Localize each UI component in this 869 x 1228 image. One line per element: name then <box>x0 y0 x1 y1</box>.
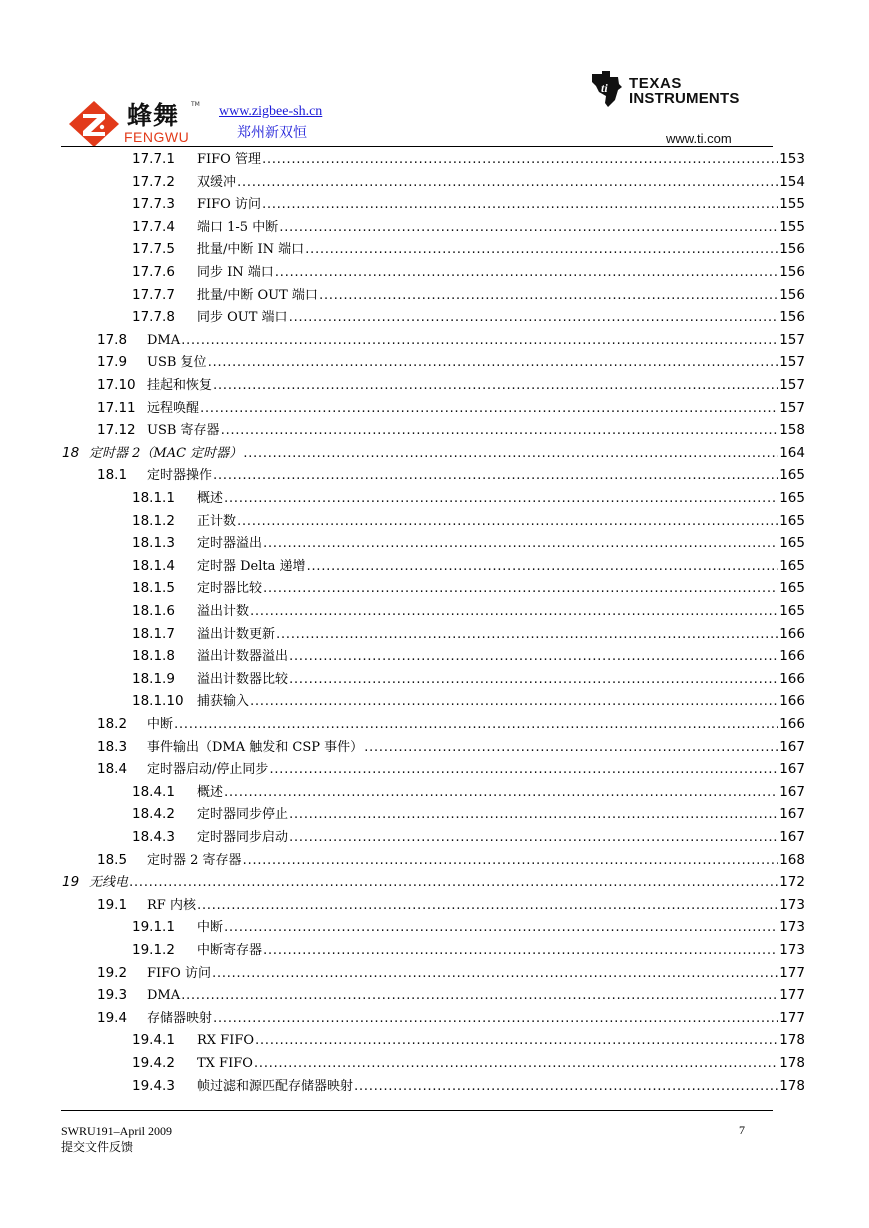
toc-entry-page: 156 <box>779 264 805 280</box>
toc-entry[interactable] <box>132 691 805 711</box>
toc-entry[interactable] <box>132 511 805 531</box>
toc-entry-title: 同步 OUT 端口 <box>197 310 288 326</box>
toc-entry[interactable] <box>132 488 805 508</box>
toc-entry[interactable] <box>132 194 805 214</box>
toc-entry-number: 18.2 <box>97 716 128 732</box>
toc-entry[interactable] <box>97 714 805 734</box>
toc-dot-leader <box>289 646 778 666</box>
toc-entry-title: 批量/中断 OUT 端口 <box>197 287 318 303</box>
toc-entry-page: 166 <box>779 716 805 732</box>
toc-dot-leader <box>279 217 778 237</box>
toc-dot-leader <box>224 917 778 937</box>
toc-entry-page: 168 <box>779 851 805 868</box>
toc-entry-page: 173 <box>779 942 805 958</box>
toc-entry-number: 18.1.4 <box>132 557 175 574</box>
toc-dot-leader <box>213 375 778 395</box>
company-name: 郑州新双恒 <box>237 126 307 141</box>
toc-entry[interactable] <box>97 1008 805 1028</box>
toc-entry[interactable] <box>132 262 805 282</box>
toc-dot-leader <box>269 759 778 779</box>
toc-entry[interactable] <box>132 804 805 824</box>
toc-entry-page: 165 <box>779 580 805 597</box>
toc-dot-leader <box>262 149 778 169</box>
toc-entry-page: 165 <box>779 512 805 529</box>
toc-entry-page: 178 <box>779 1032 805 1049</box>
toc-entry-number: 18.1.1 <box>132 490 175 506</box>
page-number: 7 <box>739 1123 745 1137</box>
toc-entry-title: RF 内核 <box>147 897 196 913</box>
toc-entry-number: 19 <box>62 874 80 891</box>
toc-entry-page: 177 <box>779 964 805 981</box>
toc-entry-number: 18.4 <box>97 761 128 778</box>
toc-entry-page: 157 <box>779 399 805 416</box>
footer-divider <box>61 1110 773 1111</box>
toc-entry-title: 挂起和恢复 <box>147 378 213 393</box>
ti-website-link[interactable]: www.ti.com <box>666 131 732 146</box>
toc-dot-leader <box>255 1030 778 1050</box>
toc-dot-leader <box>319 285 778 305</box>
toc-dot-leader <box>262 194 778 214</box>
toc-entry-page: 154 <box>779 173 805 190</box>
toc-entry-number: 18 <box>62 444 80 461</box>
toc-entry-number: 19.3 <box>97 987 128 1004</box>
toc-entry-number: 18.1.7 <box>132 625 175 642</box>
toc-entry[interactable] <box>132 669 805 689</box>
toc-entry-title: 定时器比较 <box>197 581 263 597</box>
toc-entry-title: 批量/中断 IN 端口 <box>197 242 305 258</box>
toc-entry-number: 18.1.6 <box>132 603 175 619</box>
toc-entry-page: 177 <box>779 1009 805 1026</box>
toc-entry-number: 18.1.2 <box>132 512 175 529</box>
toc-entry[interactable] <box>132 782 805 802</box>
toc-entry-number: 19.4.2 <box>132 1055 175 1071</box>
toc-dot-leader <box>237 172 778 192</box>
toc-entry-title: TX FIFO <box>197 1056 253 1071</box>
toc-entry-number: 17.7.7 <box>132 286 175 303</box>
toc-dot-leader <box>263 940 778 960</box>
toc-entry[interactable] <box>132 556 805 576</box>
toc-entry-number: 18.3 <box>97 738 128 755</box>
toc-entry-page: 173 <box>779 896 805 913</box>
toc-dot-leader <box>213 465 778 485</box>
toc-entry-title: 存储器映射 <box>147 1010 213 1026</box>
toc-entry[interactable] <box>132 149 805 169</box>
toc-entry[interactable] <box>97 420 805 440</box>
toc-dot-leader <box>364 737 778 757</box>
toc-entry-page: 172 <box>779 874 805 891</box>
toc-dot-leader <box>254 1053 778 1073</box>
toc-entry-title: 中断 <box>197 920 224 936</box>
toc-entry-page: 166 <box>779 670 805 687</box>
toc-dot-leader <box>250 601 778 621</box>
toc-entry-title: FIFO 管理 <box>197 152 261 167</box>
toc-entry-title: 双缓冲 <box>197 174 237 190</box>
brand-name-cn: 蜂舞 <box>127 101 180 130</box>
toc-entry-title: 定时器 2 寄存器 <box>147 852 242 868</box>
toc-entry[interactable] <box>97 375 805 395</box>
trademark-mark: TM <box>191 101 200 108</box>
toc-entry-number: 18.4.2 <box>132 806 175 823</box>
svg-text:ti: ti <box>601 81 608 95</box>
toc-dot-leader <box>263 533 778 553</box>
toc-dot-leader <box>212 963 778 983</box>
toc-entry-page: 164 <box>779 444 805 461</box>
toc-entry-title: 溢出计数器溢出 <box>197 649 289 665</box>
toc-dot-leader <box>200 398 778 418</box>
toc-entry-page: 165 <box>779 603 805 619</box>
toc-entry[interactable] <box>132 917 805 937</box>
toc-entry-title: 定时器 Delta 递增 <box>197 558 306 574</box>
toc-entry[interactable] <box>132 217 805 237</box>
toc-entry-number: 17.8 <box>97 331 128 348</box>
toc-dot-leader <box>289 827 778 847</box>
toc-entry-number: 19.1 <box>97 896 128 913</box>
toc-entry-page: 165 <box>779 467 805 484</box>
toc-entry-page: 167 <box>779 761 805 778</box>
toc-entry-title: 同步 IN 端口 <box>197 265 274 280</box>
toc-dot-leader <box>243 850 779 870</box>
toc-entry[interactable] <box>132 578 805 598</box>
toc-entry[interactable] <box>132 239 805 259</box>
toc-dot-leader <box>305 239 778 259</box>
toc-entry-page: 177 <box>779 987 805 1004</box>
toc-entry-title: DMA <box>147 332 181 348</box>
header-divider <box>61 146 773 147</box>
toc-entry-page: 167 <box>779 829 805 845</box>
toc-entry-number: 19.4.3 <box>132 1077 175 1094</box>
ti-wordmark-line2: INSTRUMENTS <box>629 90 740 107</box>
toc-entry-page: 153 <box>779 151 805 167</box>
toc-entry-number: 17.7.1 <box>132 151 175 167</box>
toc-entry-page: 167 <box>779 806 805 823</box>
toc-entry-page: 166 <box>779 625 805 642</box>
toc-dot-leader <box>263 578 778 598</box>
toc-entry[interactable] <box>132 172 805 192</box>
toc-entry-number: 19.2 <box>97 964 128 981</box>
toc-entry-title: USB 复位 <box>147 355 207 371</box>
toc-dot-leader <box>221 420 779 440</box>
toc-entry-number: 18.1.10 <box>132 693 184 710</box>
toc-entry[interactable] <box>132 624 805 644</box>
toc-entry-title: 远程唤醒 <box>147 400 200 416</box>
toc-entry-page: 155 <box>779 196 805 213</box>
toc-entry-page: 166 <box>779 648 805 665</box>
toc-dot-leader <box>275 262 778 282</box>
toc-dot-leader <box>250 691 778 711</box>
toc-dot-leader <box>181 330 778 350</box>
toc-entry-number: 19.4.1 <box>132 1032 175 1049</box>
toc-entry-title: 无线电 <box>89 875 129 891</box>
brand-name-en: FENGWU <box>124 129 190 145</box>
website-link[interactable]: www.zigbee-sh.cn <box>219 104 323 119</box>
toc-entry-number: 18.1.8 <box>132 648 175 665</box>
fengwu-logo-icon <box>68 100 120 148</box>
toc-dot-leader <box>243 443 778 463</box>
toc-entry-page: 157 <box>779 331 805 348</box>
toc-entry[interactable] <box>132 940 805 960</box>
toc-entry[interactable] <box>97 759 805 779</box>
toc-entry-number: 18.4.1 <box>132 783 175 800</box>
toc-entry[interactable] <box>62 872 805 892</box>
toc-dot-leader <box>307 556 779 576</box>
toc-entry-number: 17.11 <box>97 399 136 416</box>
toc-entry-page: 157 <box>779 377 805 393</box>
toc-entry-title: 概述 <box>197 491 224 506</box>
toc-entry-title: 定时器操作 <box>147 468 213 484</box>
toc-entry-page: 167 <box>779 783 805 800</box>
toc-dot-leader <box>181 985 778 1005</box>
toc-dot-leader <box>354 1076 778 1096</box>
toc-entry-number: 17.12 <box>97 422 136 439</box>
ti-wordmark-line1: TEXAS <box>629 75 683 92</box>
toc-entry-number: 17.9 <box>97 354 128 371</box>
toc-entry-page: 166 <box>779 693 805 710</box>
toc-entry-title: 帧过滤和源匹配存储器映射 <box>197 1078 354 1094</box>
toc-entry[interactable] <box>97 330 805 350</box>
feedback-link[interactable]: 提交文件反馈 <box>61 1140 134 1154</box>
toc-dot-leader <box>237 511 778 531</box>
toc-entry-number: 17.7.3 <box>132 196 175 213</box>
toc-dot-leader <box>289 669 778 689</box>
toc-dot-leader <box>129 872 778 892</box>
toc-entry-title: 定时器 2（MAC 定时器） <box>89 445 243 461</box>
toc-entry-title: 概述 <box>197 784 224 800</box>
toc-entry[interactable] <box>132 1030 805 1050</box>
toc-entry-page: 158 <box>779 422 805 439</box>
toc-entry-number: 19.1.1 <box>132 919 175 936</box>
toc-entry[interactable] <box>97 737 805 757</box>
toc-dot-leader <box>224 782 778 802</box>
toc-entry[interactable] <box>97 850 805 870</box>
toc-entry[interactable] <box>97 465 805 485</box>
toc-entry-page: 173 <box>779 919 805 936</box>
toc-entry[interactable] <box>132 601 805 621</box>
toc-entry-title: 中断 <box>147 717 174 732</box>
toc-entry[interactable] <box>97 398 805 418</box>
toc-entry[interactable] <box>132 285 805 305</box>
toc-dot-leader <box>276 624 778 644</box>
toc-entry-title: 中断寄存器 <box>197 943 263 958</box>
toc-entry-title: RX FIFO <box>197 1033 255 1049</box>
toc-entry-number: 18.4.3 <box>132 829 175 845</box>
toc-entry-number: 18.5 <box>97 851 128 868</box>
toc-entry[interactable] <box>97 895 805 915</box>
toc-entry-page: 156 <box>779 286 805 303</box>
toc-entry[interactable] <box>62 443 805 463</box>
toc-entry-page: 178 <box>779 1077 805 1094</box>
toc-entry-page: 167 <box>779 738 805 755</box>
toc-entry[interactable] <box>132 827 805 847</box>
toc-dot-leader <box>197 895 778 915</box>
toc-entry-title: FIFO 访问 <box>147 965 211 981</box>
toc-entry-title: 捕获输入 <box>197 694 250 710</box>
toc-entry-title: 定时器同步停止 <box>197 807 289 823</box>
toc-entry-number: 17.10 <box>97 377 136 393</box>
toc-dot-leader <box>208 352 779 372</box>
toc-entry-page: 165 <box>779 557 805 574</box>
toc-entry-title: 正计数 <box>197 513 237 529</box>
toc-entry-title: 端口 1-5 中断 <box>197 219 279 235</box>
toc-entry-page: 157 <box>779 354 805 371</box>
ti-wordmark <box>629 76 740 106</box>
toc-entry[interactable] <box>132 646 805 666</box>
toc-entry-page: 156 <box>779 241 805 258</box>
toc-entry-title: 定时器启动/停止同步 <box>147 762 269 778</box>
toc-entry-page: 156 <box>779 309 805 326</box>
toc-entry-page: 165 <box>779 490 805 506</box>
texas-instruments-logo-icon <box>588 70 624 108</box>
toc-entry-number: 19.1.2 <box>132 942 175 958</box>
toc-entry-page: 165 <box>779 535 805 552</box>
toc-entry-number: 17.7.4 <box>132 218 175 235</box>
toc-entry-title: 溢出计数 <box>197 604 250 619</box>
toc-entry-number: 17.7.5 <box>132 241 175 258</box>
toc-entry-title: DMA <box>147 988 181 1004</box>
toc-entry-number: 17.7.2 <box>132 173 175 190</box>
toc-entry[interactable] <box>97 985 805 1005</box>
toc-entry-number: 18.1.5 <box>132 580 175 597</box>
toc-dot-leader <box>213 1008 778 1028</box>
toc-dot-leader <box>289 804 778 824</box>
toc-entry-title: 定时器同步启动 <box>197 830 289 845</box>
toc-entry-number: 18.1 <box>97 467 128 484</box>
footer-left <box>61 1123 172 1155</box>
toc-entry-title: 事件输出（DMA 触发和 CSP 事件） <box>147 739 364 755</box>
toc-dot-leader <box>224 488 778 508</box>
toc-entry-title: 溢出计数器比较 <box>197 671 289 687</box>
document-id: SWRU191–April 2009 <box>61 1124 172 1138</box>
toc-entry[interactable] <box>132 307 805 327</box>
toc-entry[interactable] <box>132 533 805 553</box>
toc-dot-leader <box>289 307 779 327</box>
toc-entry[interactable] <box>97 963 805 983</box>
toc-entry-number: 18.1.3 <box>132 535 175 552</box>
toc-entry-title: USB 寄存器 <box>147 423 220 439</box>
toc-entry-number: 17.7.8 <box>132 309 175 326</box>
toc-entry-title: 定时器溢出 <box>197 536 263 552</box>
toc-entry[interactable] <box>132 1076 805 1096</box>
toc-entry-number: 18.1.9 <box>132 670 175 687</box>
toc-entry-page: 155 <box>779 218 805 235</box>
toc-entry[interactable] <box>97 352 805 372</box>
toc-entry-title: FIFO 访问 <box>197 197 261 213</box>
toc-entry-number: 19.4 <box>97 1009 128 1026</box>
toc-entry-number: 17.7.6 <box>132 264 175 280</box>
toc-entry[interactable] <box>132 1053 805 1073</box>
toc-entry-page: 178 <box>779 1055 805 1071</box>
toc-dot-leader <box>174 714 778 734</box>
toc-entry-title: 溢出计数更新 <box>197 626 276 642</box>
